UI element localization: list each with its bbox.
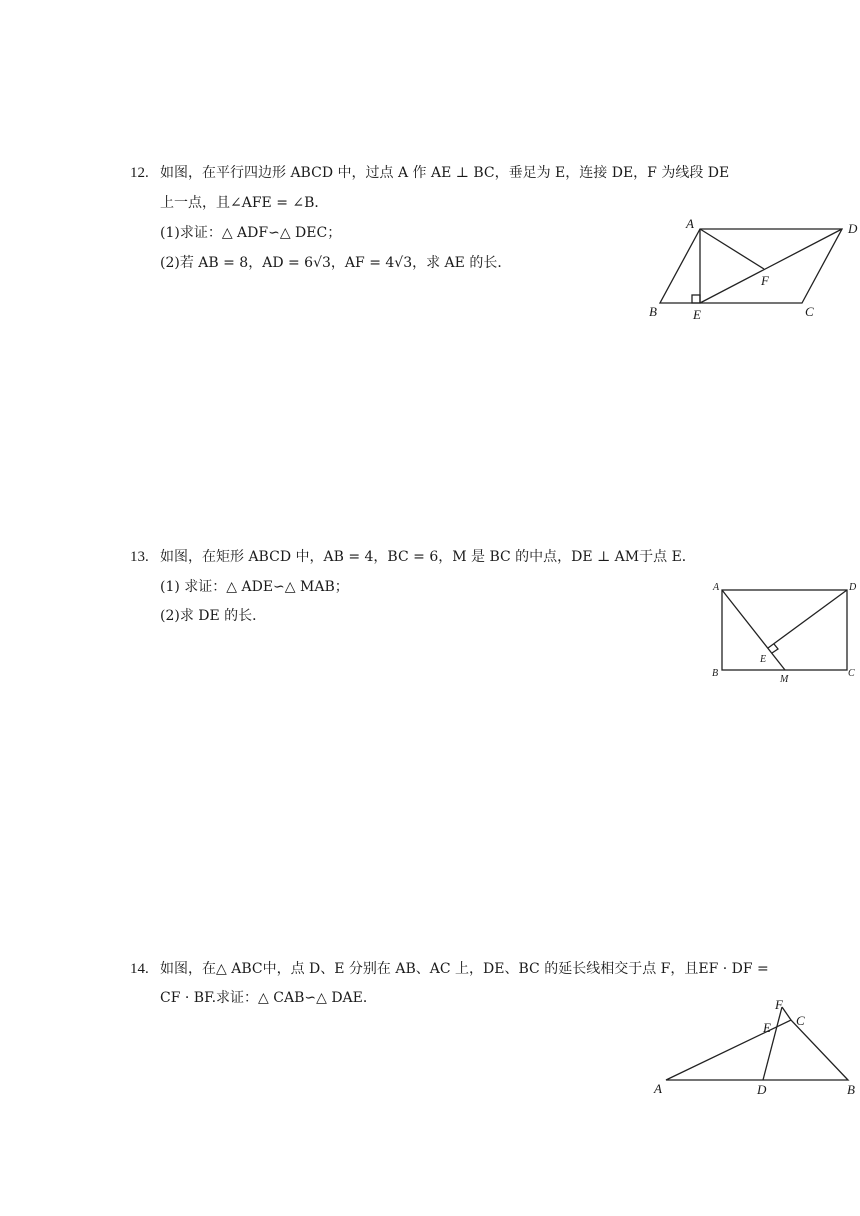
label-b: B (847, 1082, 855, 1097)
segment-af (700, 229, 764, 269)
parallelogram-figure (640, 212, 860, 327)
right-angle-mark (692, 295, 700, 303)
label-d: D (757, 1082, 767, 1097)
segment-fc (782, 1007, 791, 1020)
triangle-abc (666, 1020, 848, 1080)
label-e: E (760, 654, 767, 665)
problem-text-line: CF · BF.求证：△ CAB∽△ DAE． (160, 990, 377, 1006)
label-a: A (713, 582, 720, 593)
label-c: C (848, 668, 855, 679)
label-a: A (686, 216, 694, 231)
segment-df (763, 1007, 782, 1080)
problem-text-line: (1)求证：△ ADF∽△ DEC； (160, 225, 342, 241)
label-f: F (761, 273, 769, 288)
problem-text-line: (2)若 AB = 8，AD = 6√3，AF = 4√3，求 AE 的长． (160, 255, 512, 271)
problem-text-line: 如图，在矩形 ABCD 中，AB = 4，BC = 6，M 是 BC 的中点，DE ⊥ AM于点 E． (160, 549, 696, 565)
problem-text-line: 如图，在平行四边形 ABCD 中，过点 A 作 AE ⊥ BC，垂足为 E，连接 DE，F 为线段 DE (160, 165, 730, 181)
label-c: C (805, 304, 814, 319)
segment-de (768, 590, 847, 648)
label-f: F (775, 997, 783, 1012)
problem-text-line: 如图，在△ ABC中，点 D、E 分别在 AB、AC 上，DE、BC 的延长线相交于点 F，且EF · DF = (160, 961, 769, 977)
segment-de (700, 229, 842, 303)
rectangle-figure (705, 578, 860, 683)
rectangle-abcd (722, 590, 847, 670)
label-a: A (654, 1081, 662, 1096)
label-d: D (848, 221, 858, 236)
parallelogram-abcd (660, 229, 842, 303)
label-e: E (763, 1020, 771, 1035)
label-b: B (712, 668, 719, 679)
problem-text-line: (2)求 DE 的长． (160, 608, 267, 624)
label-b: B (649, 304, 657, 319)
label-c: C (796, 1013, 805, 1028)
problem-text-line: (1) 求证：△ ADE∽△ MAB； (160, 579, 349, 595)
label-e: E (693, 307, 701, 322)
problem-number: 13. (130, 549, 149, 565)
label-d: D (849, 582, 857, 593)
triangle-figure (650, 995, 860, 1100)
problem-number: 12. (130, 165, 149, 181)
label-m: M (780, 674, 789, 685)
problem-number: 14. (130, 961, 149, 977)
right-angle-mark (772, 644, 778, 653)
problem-text-line: 上一点，且∠AFE = ∠B． (160, 195, 329, 211)
segment-am (722, 590, 785, 670)
